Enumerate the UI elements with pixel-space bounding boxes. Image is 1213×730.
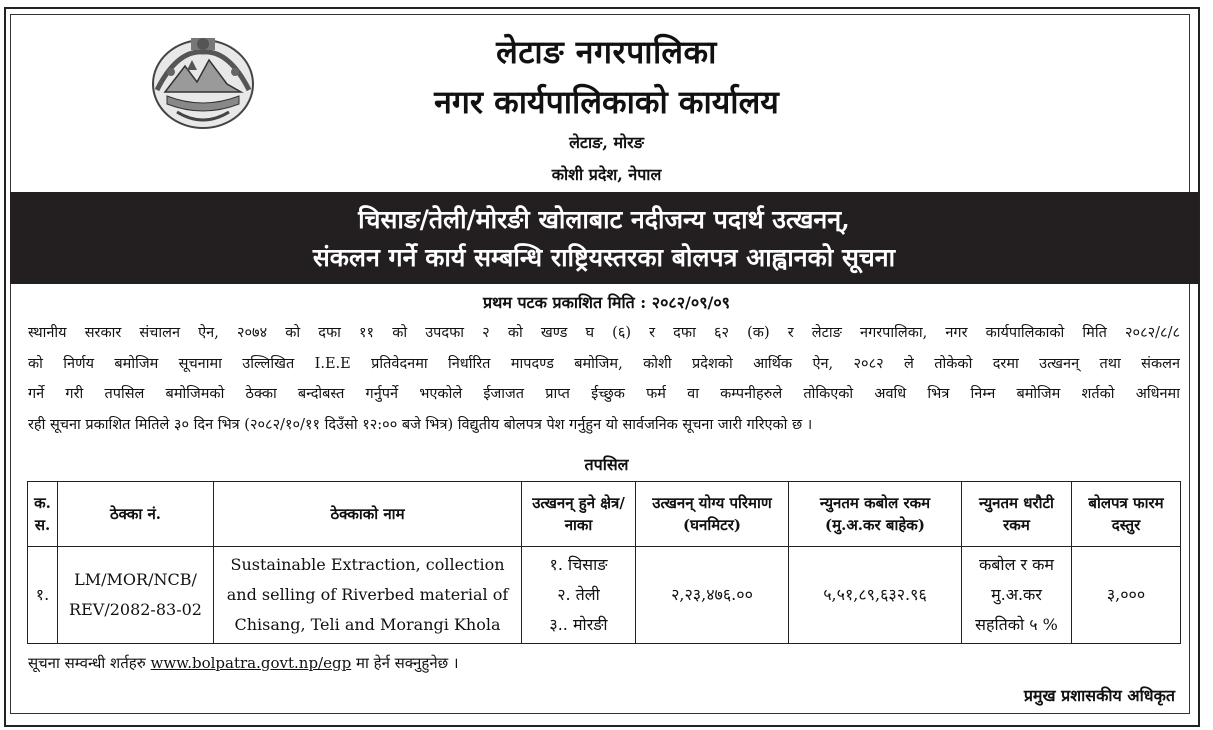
table-row (28, 547, 1181, 644)
body-line: गर्ने गरी तपसिल बमोजिमको ठेक्का बन्दोबस्त गर्नुपर्ने भएकोले ईजाजत प्राप्त ईच्छुक फर्म वा कम्पनीहरुले तोकिएको अवधि भित्र निम्न बमोजिम शर्तको अधिनमा (28, 386, 1180, 402)
office-province: कोशी प्रदेश, नेपाल (551, 165, 662, 184)
cell-contract-no: LM/MOR/NCB/ REV/2082-83-02 (58, 547, 214, 644)
office-title: नगर कार्यपालिकाको कार्यालय (434, 83, 779, 121)
footnote-prefix: सूचना सम्वन्धी शर्तहरु (28, 654, 146, 672)
area-item: ३.. मोरङी (549, 615, 608, 634)
table-header-row (28, 482, 1181, 547)
cell-sn: १. (28, 547, 58, 644)
body-line: को निर्णय बमोजिम सूचनामा उल्लिखित I.E.E प्रतिवेदनमा निर्धारित मापदण्ड बमोजिम, कोशी प्रदेशको आर्थिक ऐन, २०८२ ले तोकेको दरमा उत्खनन् तथा संकलन (28, 355, 1180, 372)
footnote (28, 653, 459, 673)
notice-body (28, 318, 1180, 440)
cell-deposit: कबोल र कम मु.अ.कर सहतिको ५ % (962, 547, 1072, 644)
contract-table (27, 481, 1181, 644)
municipality-title: लेटाङ नगरपालिका (496, 33, 717, 71)
bolpatra-link[interactable]: www.bolpatra.govt.np/egp (150, 654, 352, 672)
cell-contract-name: Sustainable Extraction, collection and selling of Riverbed material of Chisang, Teli and Morangi Khola (214, 547, 522, 644)
table-caption: तपसिल (584, 455, 629, 474)
header-sn: क. स. (28, 482, 58, 547)
header-area: उत्खनन् हुने क्षेत्र/नाका (522, 482, 636, 547)
body-line: रही सूचना प्रकाशित मितिले ३० दिन भित्र (२०८२/१०/११ दिउँसो १२:०० बजे भित्र) विद्युतीय बोलपत्र पेश गर्नुहुन यो सार्वजनिक सूचना जारी गरिएको छ । (28, 416, 813, 433)
area-item: १. चिसाङ (549, 555, 608, 574)
body-line: स्थानीय सरकार संचालन ऐन, २०७४ को दफा ११ को उपदफा २ को खण्ड घ (६) र दफा ६२ (क) र लेटाङ नगरपालिका, नगर कार्यपालिकाको मिति २०८२/८/८ (28, 325, 1180, 341)
header-contract-no: ठेक्का नं. (58, 482, 214, 547)
signatory: प्रमुख प्रशासकीय अधिकृत (1023, 686, 1175, 705)
header-min-bid: न्युनतम कबोल रकम (मु.अ.कर बाहेक) (789, 482, 962, 547)
cell-area (522, 547, 636, 644)
header-deposit: न्युनतम धरौटी रकम (962, 482, 1072, 547)
notice-title-line2: संकलन गर्ने कार्य सम्बन्धि राष्ट्रियस्तरका बोलपत्र आह्वानको सूचना (312, 243, 896, 272)
publish-date: प्रथम पटक प्रकाशित मिति : २०८२/०९/०९ (483, 293, 730, 312)
area-item: २. तेली (557, 585, 600, 604)
cell-min-bid: ५,५१,८९,६३२.९६ (789, 547, 962, 644)
cell-quantity: २,२३,४७६.०० (636, 547, 789, 644)
notice-title-line1: चिसाङ/तेली/मोरङी खोलाबाट नदीजन्य पदार्थ उत्खनन्, (358, 205, 850, 234)
header-contract-name: ठेक्काको नाम (214, 482, 522, 547)
footnote-suffix: मा हेर्न सक्नुहुनेछ । (355, 654, 459, 672)
cell-form-fee: ३,००० (1072, 547, 1181, 644)
office-location: लेटाङ, मोरङ (569, 133, 644, 152)
header-quantity: उत्खनन् योग्य परिमाण (घनमिटर) (636, 482, 789, 547)
notice-banner (10, 192, 1198, 284)
header-form-fee: बोलपत्र फारम दस्तुर (1072, 482, 1181, 547)
